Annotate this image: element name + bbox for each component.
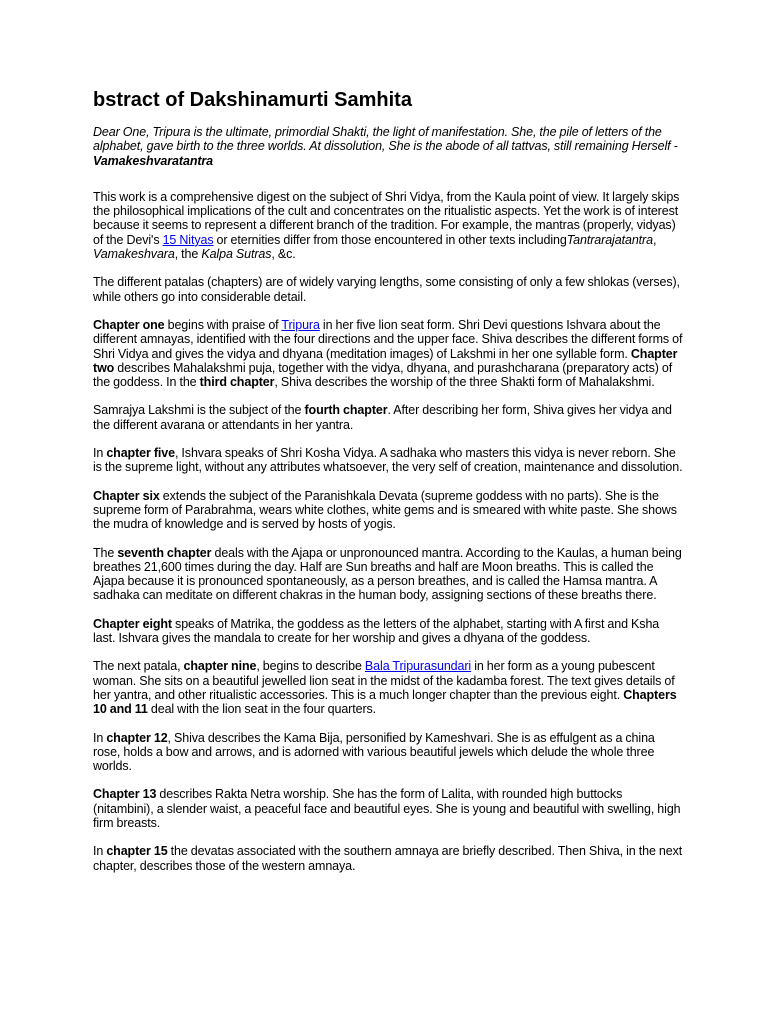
link-tripura[interactable]: Tripura <box>281 317 320 332</box>
paragraph-chapter-twelve: In chapter 12, Shiva describes the Kama Bija, personified by Kameshvari. She is as effulgent as a china rose, holds a bow and arrows, and is adorned with various beautiful jewels which delude the whole three worlds. <box>93 730 655 774</box>
paragraph-chapter-fifteen: In chapter 15 the devatas associated with the southern amnaya are briefly described. Then Shiva, in the next chapter, describes those of the western amnaya. <box>93 844 683 873</box>
paragraph-patalas: The different patalas (chapters) are of widely varying lengths, some consisting of only a few shlokas (verses), while others go into considerable detail. <box>93 275 680 304</box>
paragraph-intro: This work is a comprehensive digest on the subject of Shri Vidya, from the Kaula point of view. It largely skips the philosophical implications of the cult and concentrates on the ritualistic aspects. Yet the work is of interest because it seems to represent a different branch of the tradition. For example, the mantras (properly, vidyas) of the Devi's 15 Nityas or eternities differ from those encountered in other texts includingTantrarajatantra, Vamakeshvara, the Kalpa Sutras, &c. <box>93 189 680 262</box>
paragraph-chapter-eight: Chapter eight speaks of Matrika, the goddess as the letters of the alphabet, starting with A first and Ksha last. Ishvara gives the mandala to create for her worship and gives a dhyana of the goddess. <box>93 616 660 646</box>
link-15-nityas[interactable]: 15 Nityas <box>162 232 214 247</box>
page-title: bstract of Dakshinamurti Samhita <box>93 89 412 111</box>
quote-source: Vamakeshvaratantra <box>93 153 214 168</box>
article-body <box>93 125 683 887</box>
paragraph-chapter-thirteen: Chapter 13 describes Rakta Netra worship. She has the form of Lalita, with rounded high buttocks (nitambini), a slender waist, a peaceful face and beautiful eyes. She is young and beautiful with swelling, high firm breasts. <box>93 787 681 830</box>
paragraph-chapter-five: In chapter five, Ishvara speaks of Shri Kosha Vidya. A sadhaka who masters this vidya is never reborn. She is the supreme light, without any attributes whatsoever, the very self of creation, maintenance and dissolution. <box>93 446 683 475</box>
quote-text: Dear One, Tripura is the ultimate, primordial Shakti, the light of manifestation. She, the pile of letters of the alphabet, gave birth to the three worlds. At dissolution, She is the abode of all tattvas, still remaining Herself - <box>93 125 678 154</box>
paragraph-chapter-seven: The seventh chapter deals with the Ajapa or unpronounced mantra. According to the Kaulas, a human being breathes 21,600 times during the day. Half are Sun breaths and half are Moon breaths. This is called the Ajapa because it is pronounced spontaneously, as a person breathes, and is called the Hamsa mantra. A sadhaka can meditate on different chakras in the human body, assigning sections of these breaths there. <box>93 545 682 603</box>
paragraph-chapter-four: Samrajya Lakshmi is the subject of the fourth chapter. After describing her form, Shiva gives her vidya and the different avarana or attendants in her yantra. <box>93 403 672 432</box>
link-bala-tripurasundari[interactable]: Bala Tripurasundari <box>364 659 472 674</box>
paragraph-chapter-one: Chapter one begins with praise of Tripura in her five lion seat form. Shri Devi questions Ishvara about the different amnayas, identified with the four directions and the upper face. Shiva describes the different forms of Shri Vidya and gives the vidya and dhyana (meditation images) of Lakshmi in her one syllable form. Chapter two describes Mahalakshmi puja, together with the vidya, dhyana, and purashcharana (preparatory acts) of the goddess. In the third chapter, Shiva describes the worship of the three Shakti form of Mahalakshmi. <box>93 317 683 390</box>
paragraph-chapter-six: Chapter six extends the subject of the Paranishkala Devata (supreme goddess with no parts). She is the supreme form of Parabrahma, wears white clothes, white gems and is smeared with white paste. She shows the mudra of knowledge and is served by hosts of yogis. <box>93 488 677 532</box>
epigraph-quote <box>93 125 683 168</box>
paragraph-chapter-nine: The next patala, chapter nine, begins to describe Bala Tripurasundari in her form as a young pubescent woman. She sits on a beautiful jewelled lion seat in the midst of the kadamba forest. The text gives details of her yantra, and other ritualistic accessories. This is a much longer chapter than the previous eight. Chapters 10 and 11 deal with the lion seat in the four quarters. <box>93 659 677 717</box>
